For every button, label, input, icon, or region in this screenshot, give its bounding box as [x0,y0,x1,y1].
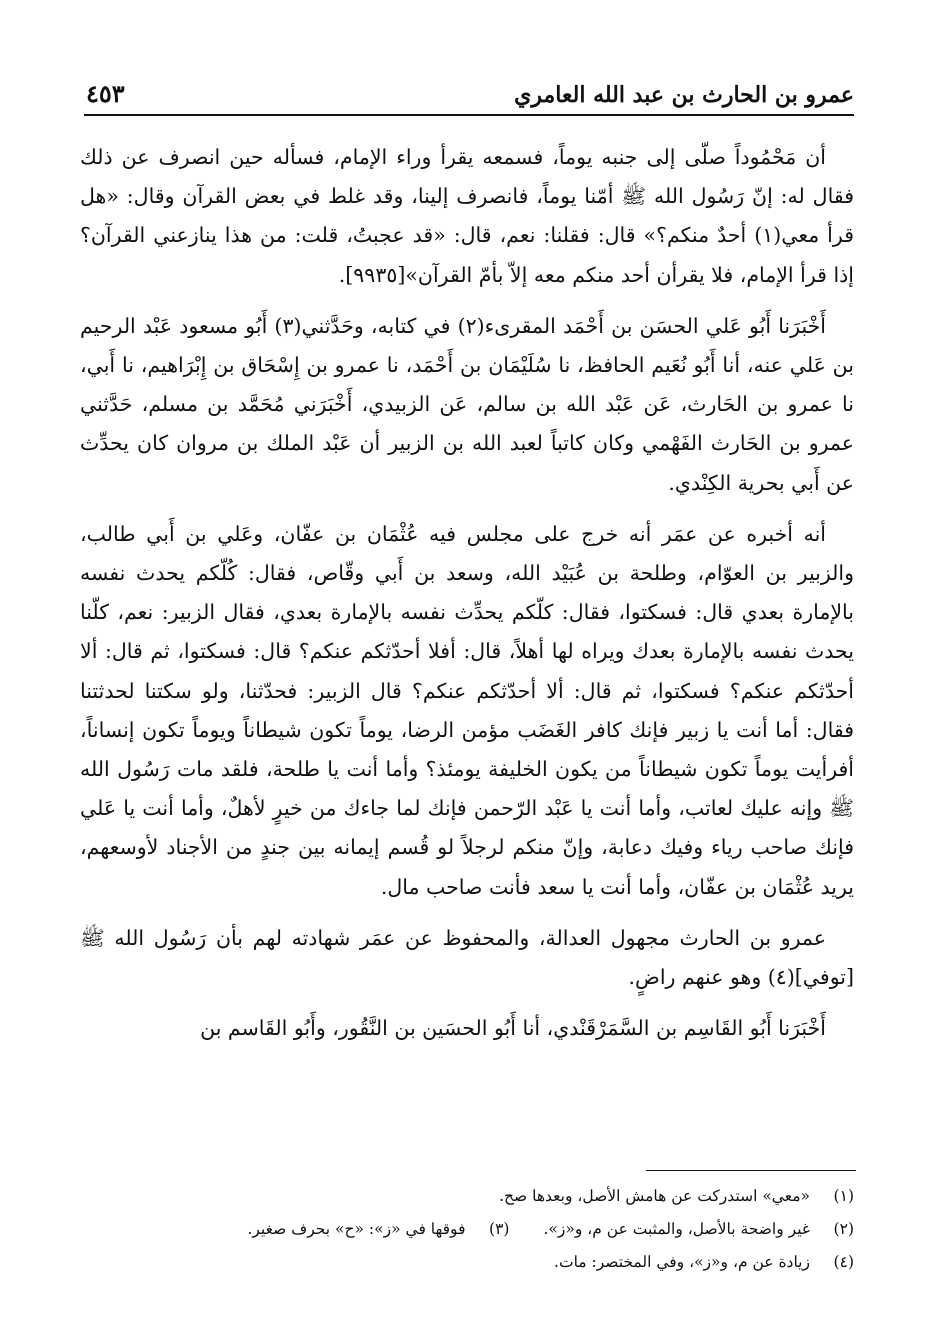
main-text [80,138,854,1060]
header-rule [84,114,854,116]
running-header [86,64,854,114]
running-title: عمرو بن الحارث بن عبد الله العامري [514,82,854,108]
footnotes [80,1180,854,1279]
footnote-text: غير واضحة بالأصل، والمثبت عن م، و«ز». [543,1220,810,1238]
footnote-number: (٤) [833,1253,854,1271]
footnote-number: (٣) [489,1220,510,1238]
footnote-row-2-3 [80,1213,854,1246]
paragraph-narrator-note: عمرو بن الحارث مجهول العدالة، والمحفوظ عن عمَر شهادته لهم بأن رَسُول الله ﷺ [توفي](٤) وهو عنهم راضٍ. [80,925,854,990]
footnote-4 [80,1246,854,1279]
paragraph-umar-council: أنه أخبره عن عمَر أنه خرج على مجلس فيه عُثْمَان بن عفّان، وعَلي بن أَبي طالب، والزبير بن العوّام، وطلحة بن عُبَيْد الله، وسعد بن أَبي وقّاص، فقال: كُلّكم يحدث نفسه بالإمارة بعدي قال: فسكتوا، فقال: كلّكم يحدِّث نفسه بالإمارة بعدي، فقال الزبير: نعم، كلّنا يحدث نفسه بالإمارة بعدك ويراه لها أهلاً، قال: أفلا أحدّثكم عنكم؟ قال: فسكتوا، ثم قال: ألا أحدّثكم عنكم؟ فسكتوا، ثم قال: ألا أحدّثكم عنكم؟ قال الزبير: فحدّثنا، ولو سكتنا لحدثتنا فقال: أما أنت يا زبير فإنك كافر الغَضَب مؤمن الرضا، يوماً تكون شيطاناً ويوماً تكون إنساناً، أفرأيت يوماً تكون شيطاناً من يكون الخليفة يومئذ؟ وأما أنت يا طلحة، فلقد مات رَسُول الله ﷺ وإنه عليك لعاتب، وأما أنت يا عَبْد الرّحمن فإنك لما جاءك من خيرٍ لأهلٌ، وأما أنت يا عَلي فإنك صاحب رياء وفيك دعابة، وإنّ منكم لرجلاً لو قُسم إيمانه بين جندٍ من الأجناد لأوسعهم، يريد عُثْمَان بن عفّان، وأما أنت يا سعد فأنت صاحب مال. [80,521,854,899]
page-number: ٤٥٣ [86,79,125,108]
footnote-rule [646,1170,856,1171]
footnote-2 [543,1213,854,1246]
footnote-3 [247,1213,509,1246]
footnote-text: «معي» استدركت عن هامش الأصل، وبعدها صح. [499,1187,810,1205]
paragraph-isnad-chain: أَخْبَرَنا أَبُو عَلي الحسَن بن أَحْمَد المقرىء(٢) في كتابه، وحَدَّثني(٣) أَبُو مسعود عَبْد الرحيم بن عَلي عنه، أنا أَبُو نُعَيم الحافظ، نا سُلَيْمَان بن أَحْمَد، نا عمرو بن إِسْحَاق بن إِبْرَاهيم، نا أَبي، نا عمرو بن الحَارث، عَن عَبْد الله بن سالم، عَن الزبيدي، أَخْبَرَني مُحَمَّد بن مسلم، حَدَّثني عمرو بن الحَارث الفَهْمي وكان كاتباً لعبد الله بن الزبير أن عَبْد الملك بن مروان كان يحدِّث عن أَبي بحرية الكِنْدي. [80,313,854,495]
footnote-number: (٢) [833,1220,854,1238]
footnote-number: (١) [833,1187,854,1205]
footnote-text: زيادة عن م، و«ز»، وفي المختصر: مات. [554,1253,810,1271]
paragraph-hadith-recitation: أن مَحْمُوداً صلّى إلى جنبه يوماً، فسمعه يقرأ وراء الإمام، فسأله حين انصرف عن ذلك فقال له: إنّ رَسُول الله ﷺ أمّنا يوماً، فانصرف إلينا، وقد غلط في بعض القرآن وقال: «هل قرأ معي(١) أحدٌ منكم؟» قال: فقلنا: نعم، قال: «قد عجبتُ، قلت: من هذا ينازعني القرآن؟ إذا قرأ الإمام، فلا يقرأن أحد منكم معه إلاّ بأمّ القرآن»[٩٩٣٥]. [80,145,854,287]
paragraph-next-isnad: أَخْبَرَنا أَبُو القَاسِم بن السَّمَرْقَنْدي، أنا أَبُو الحسَين بن النَّقُور، وأَبُو القَاسم بن [200,1016,826,1041]
footnote-1 [80,1180,854,1213]
footnote-text: فوقها في «ز»: «ح» بحرف صغير. [247,1220,466,1238]
